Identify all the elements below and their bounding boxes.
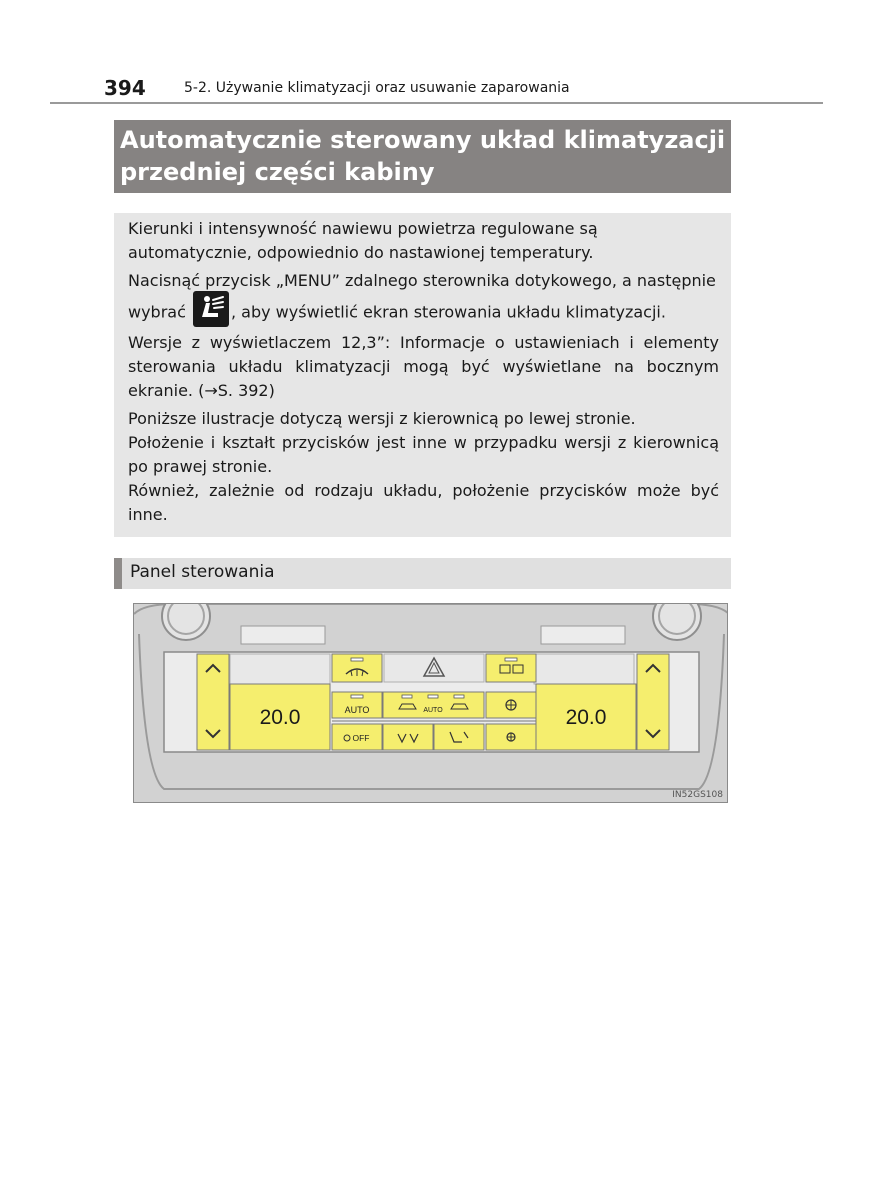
- chapter-title: 5-2. Używanie klimatyzacji oraz usuwanie zaparowania: [184, 80, 570, 96]
- airflow-feet-button[interactable]: [434, 724, 484, 750]
- left-temp-value: 20.0: [259, 706, 301, 729]
- off-label: OFF: [352, 733, 370, 743]
- subsection-bar: [114, 558, 122, 589]
- left-slot: [241, 626, 325, 644]
- subsection-title: Panel sterowania: [130, 562, 275, 582]
- info-paragraph-4a: Poniższe ilustracje dotyczą wersji z kierownicą po lewej stronie.: [128, 409, 636, 428]
- header-divider: [50, 102, 823, 104]
- info-paragraph-4c: Również, zależnie od rodzaju układu, położenie przycisków może być inne.: [128, 481, 719, 524]
- airflow-face-button[interactable]: [383, 724, 433, 750]
- info-paragraph-2b: [128, 295, 719, 331]
- page-header: [104, 76, 824, 102]
- info-paragraph-2a: Nacisnąć przycisk „MENU” zdalnego sterownika dotykowego, a następnie: [128, 271, 716, 290]
- page-number: 394: [104, 76, 146, 100]
- info-paragraph-3: Wersje z wyświetlaczem 12,3”: Informacje o ustawieniach i elementy sterowania układu klimatyzacji mogą być wyświetlane na bocznym ekranie. (→S. 392): [128, 333, 719, 400]
- info-paragraph-1: Kierunki i intensywność nawiewu powietrza regulowane są automatycznie, odpowiednio do nastawionej temperatury.: [128, 219, 598, 262]
- auto-left-label: AUTO: [344, 705, 370, 715]
- section-title-line2: przedniej części kabiny: [120, 158, 435, 186]
- control-panel-illustration: [133, 603, 728, 803]
- right-slot: [541, 626, 625, 644]
- image-code: IN52GS108: [672, 790, 723, 800]
- info-paragraph-2-post: , aby wyświetlić ekran sterowania układu klimatyzacji.: [230, 302, 666, 322]
- auto-mid-label: AUTO: [423, 707, 443, 714]
- info-box: [114, 213, 731, 537]
- subsection-header: [114, 558, 731, 589]
- section-title-line1: Automatycznie sterowany układ klimatyzacji: [120, 126, 726, 154]
- info-paragraph-4b: Położenie i kształt przycisków jest inne w przypadku wersji z kierownicą po prawej stronie.: [128, 433, 719, 476]
- control-panel-svg: [134, 604, 728, 803]
- climate-seat-icon: [193, 291, 229, 327]
- info-paragraph-2-pre: wybrać: [128, 302, 186, 322]
- section-title: [114, 120, 731, 193]
- right-temp-value: 20.0: [565, 706, 607, 729]
